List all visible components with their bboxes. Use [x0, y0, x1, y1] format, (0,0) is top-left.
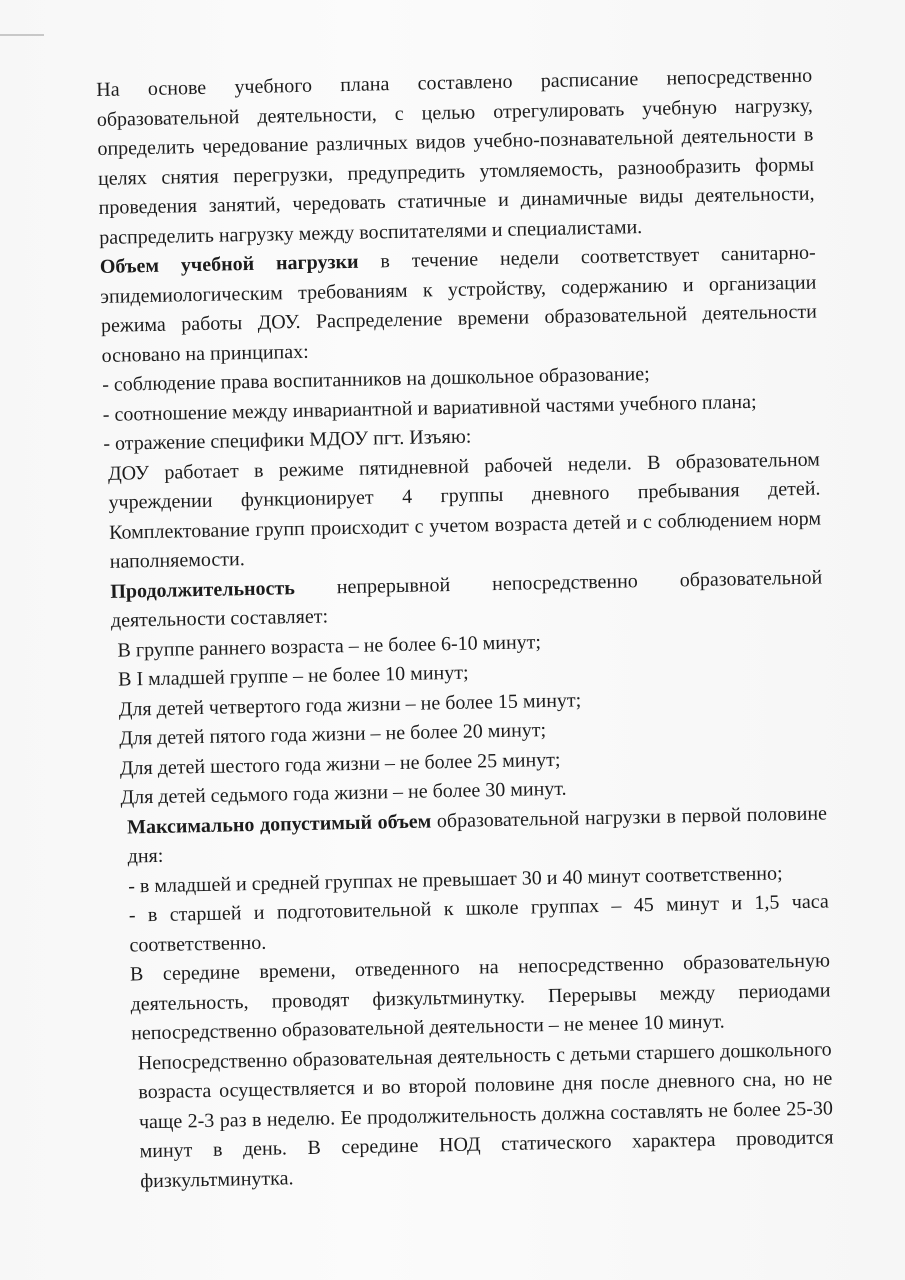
- load-volume-paragraph: [100, 239, 818, 371]
- duration-text: непрерывной непосредственно образовательной деятельности составляет:: [110, 566, 823, 632]
- duration-item: Для детей седьмого года жизни – не более 30 минут.: [120, 777, 567, 809]
- duration-item: В I младшей группе – не более 10 минут;: [117, 661, 469, 691]
- duration-item: В группе раннего возраста – не более 6-10 минут;: [117, 630, 542, 662]
- break-paragraph: В середине времени, отведенного на непосредственно образовательную деятельность, проводят физкультминутку. Перерывы между периодами непосредственно образовательной деятельности – не менее 10 минут.: [129, 949, 831, 1045]
- max-volume-item: - в старшей и подготовительной к школе группах – 45 минут и 1,5 часа соответственно.: [128, 890, 829, 957]
- max-volume-text: образовательной нагрузки в первой половине дня:: [127, 801, 828, 868]
- scan-edge-mark: [0, 34, 44, 36]
- duration-heading: Продолжительность: [110, 576, 296, 603]
- principle-item: - отражение специфики МДОУ пгт. Изъяю:: [103, 425, 472, 455]
- principle-item: - соблюдение права воспитанников на дошкольное образование;: [101, 362, 650, 396]
- load-volume-heading: Объем учебной нагрузки: [99, 250, 359, 278]
- work-mode-paragraph: ДОУ работает в режиме пятидневной рабочей недели. В образовательном учреждении функционирует 4 группы дневного пребывания детей. Комплектование групп происходит с учетом возраста детей и с соблюдением норм наполняемости.: [107, 448, 822, 573]
- duration-item: Для детей четвертого года жизни – не более 15 минут;: [118, 688, 582, 721]
- principle-item: - соотношение между инвариантной и вариативной частями учебного плана;: [102, 390, 757, 426]
- document-body: [96, 62, 834, 1197]
- duration-item: Для детей шестого года жизни – не более 25 минут;: [119, 748, 561, 780]
- max-volume-heading: Максимально допустимый объем: [126, 809, 432, 839]
- intro-paragraph: На основе учебного плана составлено расписание непосредственно образовательной деятельности, с целью отрегулировать учебную нагрузку, определить чередование различных видов учебно-познавательной деятельности в целях снятия перегрузки, предупредить утомляемость, разнообразить формы проведения занятий, чередовать статичные и динамичные виды деятельности, распределить нагрузку между воспитателями и специалистами.: [96, 64, 815, 249]
- duration-item: Для детей пятого года жизни – не более 20 минут;: [119, 719, 547, 750]
- max-volume-item: - в младшей и средней группах не превышает 30 и 40 минут соответственно;: [128, 861, 783, 898]
- load-volume-text: в течение недели соответствует санитарно-эпидемиологическим требованиям к устройству, содержанию и организации режима работы ДОУ. Распределение времени образовательной деятельности основано на принципах:: [100, 241, 818, 367]
- afternoon-paragraph: Непосредственно образовательная деятельность с детьми старшего дошкольного возраста осуществляется и во второй половине дня после дневного сна, но не чаще 2-3 раз в неделю. Ее продолжительность должна составлять не более 25-30 минут в день. В середине НОД статического характера проводится физкультминутка.: [137, 1037, 834, 1192]
